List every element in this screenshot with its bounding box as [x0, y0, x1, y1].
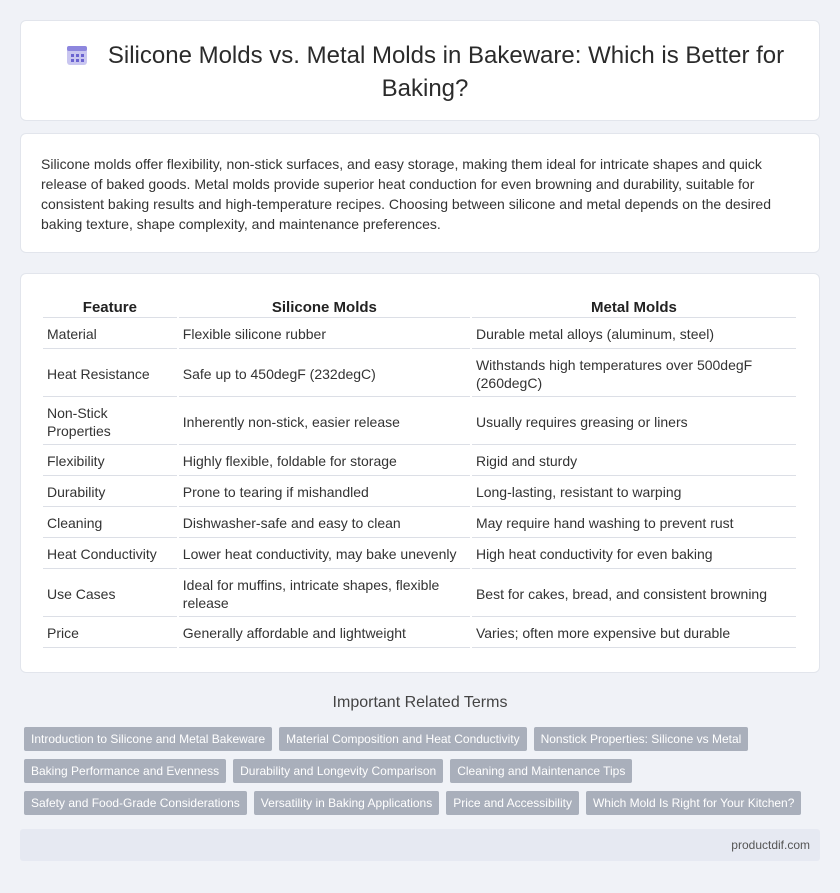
feature-cell: Durability	[43, 478, 177, 507]
summary-text: Silicone molds offer flexibility, non-stick surfaces, and easy storage, making them ideal for intricate shapes and quick release of baked goods. Metal molds provide superior heat conduction for even browning and durability, suitable for consistent baking results and high-temperature recipes. Choosing between silicone and metal depends on the desired baking texture, shape complexity, and maintenance preferences.	[41, 156, 772, 232]
metal-cell: May require hand washing to prevent rust	[472, 509, 796, 538]
footer	[20, 829, 820, 861]
related-term-tag[interactable]: Material Composition and Heat Conductivity	[279, 727, 526, 751]
related-term-tag[interactable]: Price and Accessibility	[446, 791, 579, 815]
related-term-tag[interactable]: Baking Performance and Evenness	[24, 759, 226, 783]
title-card	[20, 20, 820, 121]
related-terms-heading: Important Related Terms	[332, 694, 508, 711]
table-row	[43, 619, 796, 648]
footer-site-link[interactable]: productdif.com	[731, 838, 810, 852]
calendar-grid-icon	[66, 44, 88, 74]
silicone-cell: Highly flexible, foldable for storage	[179, 447, 470, 476]
feature-cell: Heat Resistance	[43, 351, 177, 397]
feature-cell: Price	[43, 619, 177, 648]
table-row	[43, 478, 796, 507]
table-header-row	[43, 296, 796, 318]
metal-cell: Durable metal alloys (aluminum, steel)	[472, 320, 796, 349]
silicone-cell: Safe up to 450degF (232degC)	[179, 351, 470, 397]
metal-cell: Rigid and sturdy	[472, 447, 796, 476]
related-terms-list	[24, 727, 824, 823]
table-row	[43, 571, 796, 617]
comparison-table	[41, 294, 798, 650]
feature-cell: Material	[43, 320, 177, 349]
related-term-tag[interactable]: Versatility in Baking Applications	[254, 791, 439, 815]
feature-cell: Heat Conductivity	[43, 540, 177, 569]
related-term-tag[interactable]: Introduction to Silicone and Metal Bakeware	[24, 727, 272, 751]
feature-cell: Use Cases	[43, 571, 177, 617]
silicone-cell: Lower heat conductivity, may bake unevenly	[179, 540, 470, 569]
table-row	[43, 540, 796, 569]
metal-cell: High heat conductivity for even baking	[472, 540, 796, 569]
related-term-tag[interactable]: Safety and Food-Grade Considerations	[24, 791, 247, 815]
table-row	[43, 447, 796, 476]
table-row	[43, 509, 796, 538]
silicone-cell: Ideal for muffins, intricate shapes, flexible release	[179, 571, 470, 617]
metal-cell: Usually requires greasing or liners	[472, 399, 796, 445]
silicone-cell: Inherently non-stick, easier release	[179, 399, 470, 445]
metal-cell: Long-lasting, resistant to warping	[472, 478, 796, 507]
metal-cell: Varies; often more expensive but durable	[472, 619, 796, 648]
header-feature: Feature	[43, 296, 177, 318]
metal-cell: Withstands high temperatures over 500degF (260degC)	[472, 351, 796, 397]
related-term-tag[interactable]: Durability and Longevity Comparison	[233, 759, 443, 783]
related-term-tag[interactable]: Nonstick Properties: Silicone vs Metal	[534, 727, 749, 751]
silicone-cell: Flexible silicone rubber	[179, 320, 470, 349]
metal-cell: Best for cakes, bread, and consistent browning	[472, 571, 796, 617]
comparison-table-card	[20, 273, 820, 673]
silicone-cell: Prone to tearing if mishandled	[179, 478, 470, 507]
silicone-cell: Generally affordable and lightweight	[179, 619, 470, 648]
feature-cell: Non-Stick Properties	[43, 399, 177, 445]
table-row	[43, 320, 796, 349]
table-row	[43, 399, 796, 445]
header-metal: Metal Molds	[472, 296, 796, 318]
summary-card	[20, 133, 820, 253]
related-term-tag[interactable]: Which Mold Is Right for Your Kitchen?	[586, 791, 801, 815]
feature-cell: Cleaning	[43, 509, 177, 538]
related-term-tag[interactable]: Cleaning and Maintenance Tips	[450, 759, 632, 783]
page-title-wrap	[61, 41, 789, 104]
silicone-cell: Dishwasher-safe and easy to clean	[179, 509, 470, 538]
table-row	[43, 351, 796, 397]
header-silicone: Silicone Molds	[179, 296, 470, 318]
feature-cell: Flexibility	[43, 447, 177, 476]
page-title: Silicone Molds vs. Metal Molds in Bakeware: Which is Better for Baking?	[107, 42, 785, 102]
